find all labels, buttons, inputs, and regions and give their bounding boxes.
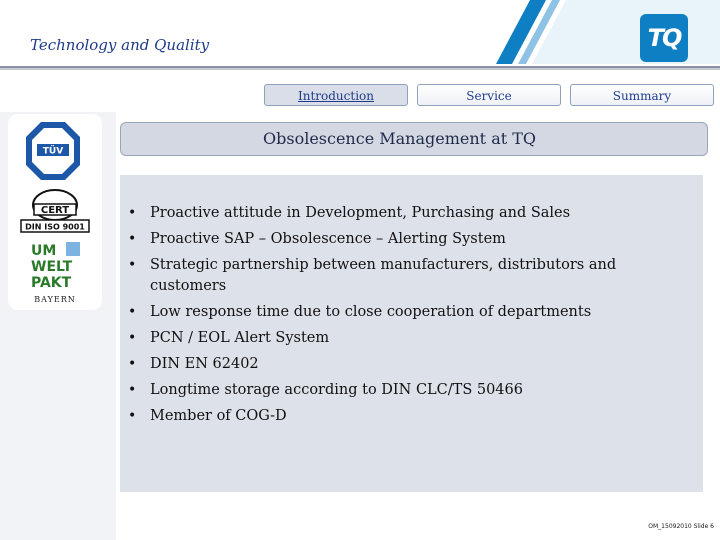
umweltpakt-line-um: UM bbox=[31, 243, 57, 259]
content-panel bbox=[120, 175, 703, 492]
tuv-cert-din-iso-9001-logo bbox=[20, 188, 90, 234]
tuv-certified-seal-logo bbox=[24, 120, 82, 182]
tab-service[interactable]: Service bbox=[417, 84, 561, 106]
tab-summary[interactable]: Summary bbox=[570, 84, 714, 106]
bullet-item: • Proactive SAP – Obsolescence – Alerting System bbox=[128, 229, 688, 250]
slide-title: Obsolescence Management at TQ bbox=[120, 122, 708, 156]
bullet-item: • Strategic partnership between manufacturers, distributors and customers bbox=[128, 255, 688, 296]
umweltpakt-line-pakt: PAKT bbox=[31, 275, 72, 291]
header-title: Technology and Quality bbox=[30, 36, 210, 54]
tab-introduction[interactable]: Introduction bbox=[264, 84, 408, 106]
umweltpakt-line-bayern: BAYERN bbox=[34, 295, 76, 304]
tuv-cert-text: CERT bbox=[40, 205, 70, 216]
bullet-item: • PCN / EOL Alert System bbox=[128, 328, 688, 349]
bullet-item: • Member of COG-D bbox=[128, 406, 688, 427]
tuv-seal-text: TÜV bbox=[42, 146, 64, 157]
bullet-item: • DIN EN 62402 bbox=[128, 354, 688, 375]
bullet-item: • Longtime storage according to DIN CLC/TS 50466 bbox=[128, 380, 688, 401]
slide-footer: OM_15092010 Slide 6 bbox=[648, 523, 714, 530]
bullet-item: • Proactive attitude in Development, Purchasing and Sales bbox=[128, 203, 688, 224]
tq-logo bbox=[640, 14, 688, 62]
tq-logo-text: TQ bbox=[647, 24, 681, 52]
bullet-list bbox=[128, 203, 688, 432]
bullet-item: • Low response time due to close cooperation of departments bbox=[128, 302, 688, 323]
din-iso-9001-text: DIN ISO 9001 bbox=[25, 222, 85, 232]
umweltpakt-line-welt: WELT bbox=[31, 259, 73, 275]
umweltpakt-bayern-logo bbox=[26, 240, 84, 304]
